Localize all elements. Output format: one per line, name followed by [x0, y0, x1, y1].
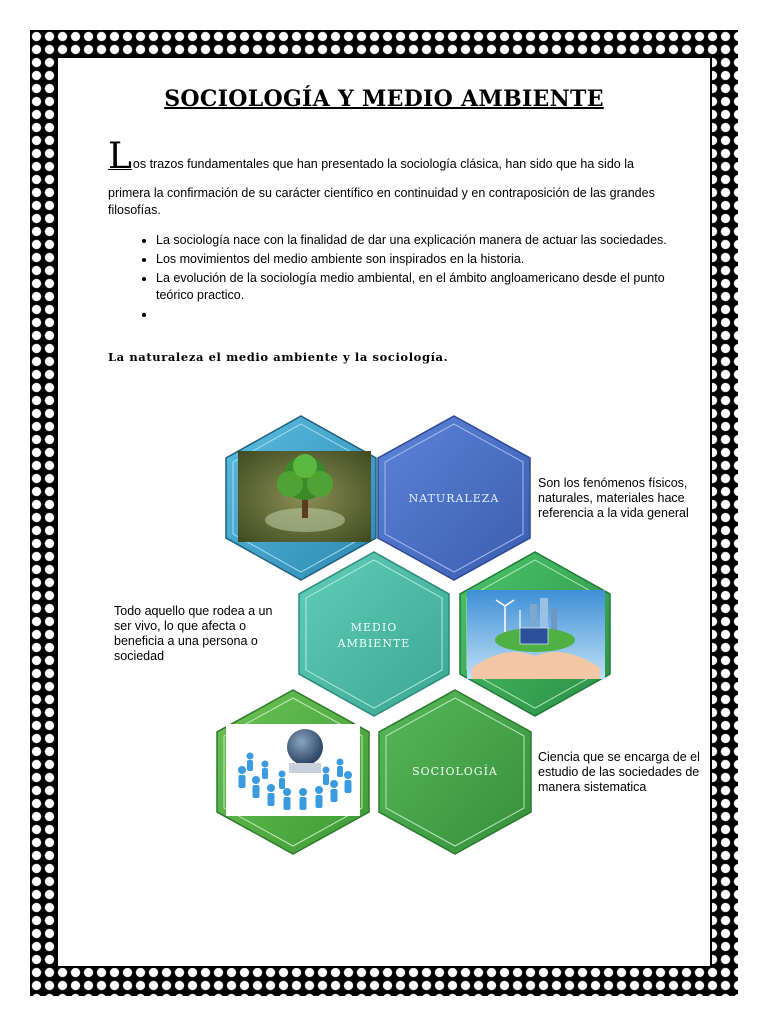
desc-naturaleza: Son los fenómenos físicos, naturales, materiales hace referencia a la vida general — [538, 476, 689, 520]
bullet-item: • Los movimientos del medio ambiente son inspirados en la historia. — [156, 251, 696, 268]
desc-sociologia: Ciencia que se encarga de el estudio de las sociedades de manera sistematica — [538, 750, 700, 794]
hex-energy-image — [460, 552, 610, 716]
hex-sociologia-label: SOCIOLOGÍA — [412, 765, 498, 778]
hex-naturaleza-label: NATURALEZA — [408, 492, 500, 505]
solar-panel-icon — [520, 628, 548, 644]
section-subheading: La naturaleza el medio ambiente y la sociología. — [108, 350, 449, 364]
hex-medio-label-1: MEDIO — [350, 621, 398, 634]
hex-medio-label-2: AMBIENTE — [337, 637, 411, 650]
intro-first-line: os trazos fundamentales que han presentado la sociología clásica, han sido que ha sido la — [132, 157, 634, 171]
intro-rest: primera la confirmación de su carácter científico en continuidad y en contraposición de las grandes filosofías. — [108, 186, 655, 217]
hex-medio-ambiente — [299, 552, 449, 716]
hex-tree-image — [226, 416, 376, 580]
desc-medio-ambiente: Todo aquello que rodea a un ser vivo, lo que afecta o beneficia a una persona o sociedad — [114, 604, 273, 663]
dropcap-letter: L — [108, 136, 132, 177]
bullet-item: • La sociología nace con la finalidad de dar una explicación manera de actuar las sociedades. — [156, 232, 696, 249]
bullet-item: • La evolución de la sociología medio ambiental, en el ámbito angloamericano desde el punto teórico practico. — [156, 270, 696, 304]
hex-naturaleza — [378, 416, 530, 580]
hex-people-image — [217, 690, 369, 854]
globe-icon — [287, 729, 323, 765]
page-title: SOCIOLOGÍA Y MEDIO AMBIENTE — [164, 86, 604, 112]
hex-sociologia — [379, 690, 531, 854]
